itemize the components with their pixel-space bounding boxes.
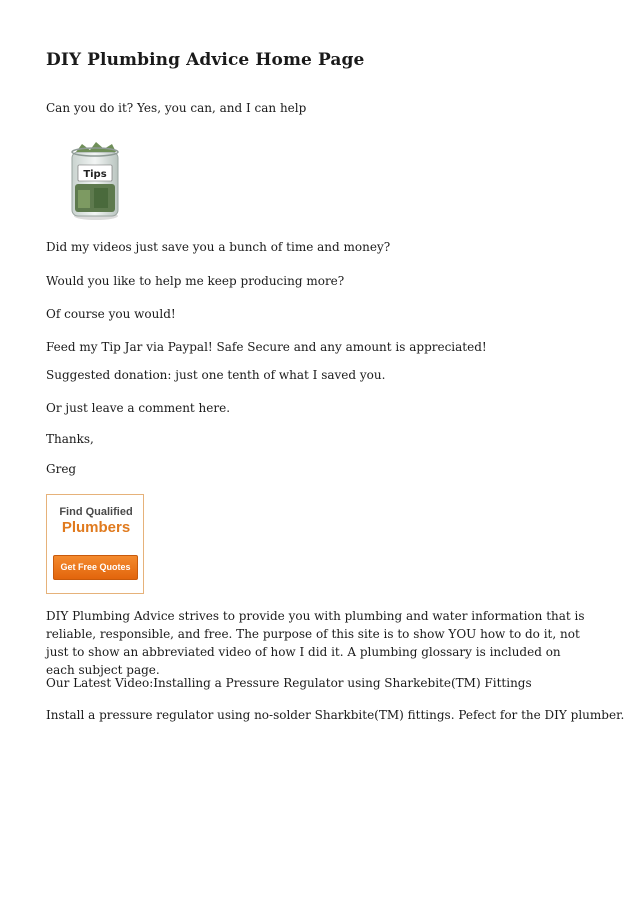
paragraph: Of course you would! (46, 307, 176, 321)
paragraph: Would you like to help me keep producing more? (46, 274, 345, 288)
tip-jar-image[interactable] (64, 138, 128, 222)
ad-headline: Find Qualified (59, 506, 133, 518)
latest-video-heading: Our Latest Video:Installing a Pressure Regulator using Sharkebite(TM) Fittings (46, 676, 532, 690)
tagline: Can you do it? Yes, you can, and I can help (46, 101, 307, 115)
get-free-quotes-button[interactable]: Get Free Quotes (53, 555, 138, 580)
find-plumbers-ad[interactable] (46, 494, 144, 594)
site-description: DIY Plumbing Advice strives to provide you with plumbing and water information that is reliable, responsible, and free. The purpose of this site is to show YOU how to do it, not just to show an abbreviated video of how I did it. A plumbing glossary is included on each subject page. (46, 609, 585, 677)
page-title: DIY Plumbing Advice Home Page (46, 50, 365, 70)
tip-jar-label: Tips (83, 169, 107, 180)
signature-name: Greg (46, 462, 77, 476)
paragraph: Suggested donation: just one tenth of what I saved you. (46, 368, 386, 382)
tip-jar-icon (64, 138, 128, 222)
paragraph: Thanks, (46, 432, 94, 446)
ad-subheadline: Plumbers (61, 519, 131, 536)
paragraph: Feed my Tip Jar via Paypal! Safe Secure and any amount is appreciated! (46, 340, 487, 354)
paragraph: Or just leave a comment here. (46, 401, 231, 415)
paragraph: Did my videos just save you a bunch of time and money? (46, 240, 391, 254)
video-description: Install a pressure regulator using no-solder Sharkbite(TM) fittings. Pefect for the DIY plumber. (46, 708, 625, 722)
